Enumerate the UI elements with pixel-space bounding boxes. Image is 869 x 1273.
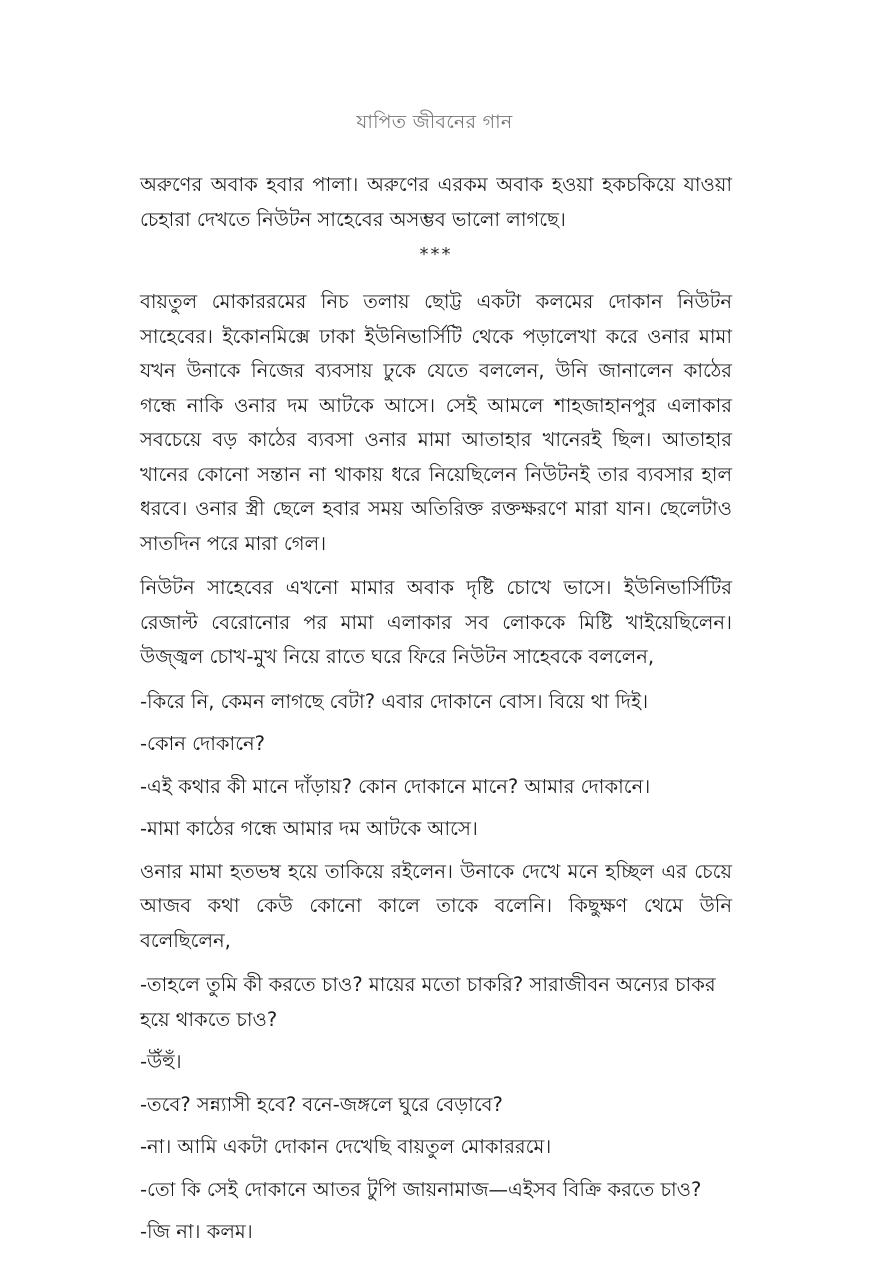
running-header-title: যাপিত জীবনের গান	[356, 111, 513, 133]
section-separator: ***	[419, 244, 453, 265]
body-text	[140, 168, 732, 1258]
dialogue-line-8: -না। আমি একটা দোকান দেখেছি বায়তুল মোকাররমে।	[140, 1135, 552, 1158]
dialogue-line-3: -এই কথার কী মানে দাঁড়ায়? কোন দোকানে মানে? আমার দোকানে।	[140, 774, 651, 798]
dialogue-line-2: -কোন দোকানে?	[140, 732, 266, 755]
paragraph-1: অরুণের অবাক হবার পালা। অরুণের এরকম অবাক হওয়া হকচকিয়ে যাওয়া চেহারা দেখতে নিউটন সাহেবের অসম্ভব ভালো লাগছে।	[140, 173, 732, 231]
dialogue-line-5: -তাহলে তুমি কী করতে চাও? মায়ের মতো চাকরি? সারাজীবন অন্যের চাকর হয়ে থাকতে চাও?	[140, 973, 716, 1031]
dialogue-line-10: -জি না। কলম।	[140, 1220, 253, 1243]
dialogue-line-1: -কিরে নি, কেমন লাগছে বেটা? এবার দোকানে বোস। বিয়ে থা দিই।	[140, 689, 649, 713]
dialogue-line-9: -তো কি সেই দোকানে আতর টুপি জায়নামাজ—এইসব বিক্রি করতে চাও?	[140, 1177, 702, 1201]
dialogue-line-4: -মামা কাঠের গন্ধে আমার দম আটকে আসে।	[140, 817, 478, 840]
paragraph-4: ওনার মামা হতভম্ব হয়ে তাকিয়ে রইলেন। উনাকে দেখে মনে হচ্ছিল এর চেয়ে আজব কথা কেউ কোনো কালে তাকে বলেনি। কিছুক্ষণ থেমে উনি বলেছিলেন,	[140, 859, 732, 952]
dialogue-line-7: -তবে? সন্ন্যাসী হবে? বনে-জঙ্গলে ঘুরে বেড়াবে?	[140, 1092, 503, 1116]
paragraph-2: বায়তুল মোকাররমের নিচ তলায় ছোট্ট একটা কলমের দোকান নিউটন সাহেবের। ইকোনমিক্সে ঢাকা ইউনিভার্সিটি থেকে পড়ালেখা করে ওনার মামা যখন উনাকে নিজের ব্যবসায় ঢুকে যেতে বললেন, উনি জানালেন কাঠের গন্ধে নাকি ওনার দম আটকে আসে। সেই আমলে শাহজাহানপুর এলাকার সবচেয়ে বড় কাঠের ব্যবসা ওনার মামা আতাহার খানেরই ছিল। আতাহার খানের কোনো সন্তান না থাকায় ধরে নিয়েছিলেন নিউটনই তার ব্যবসার হাল ধরবে। ওনার স্ত্রী ছেলে হবার সময় অতিরিক্ত রক্তক্ষরণে মারা যান। ছেলেটাও সাতদিন পরে মারা গেল।	[140, 290, 732, 555]
paragraph-3: নিউটন সাহেবের এখনো মামার অবাক দৃষ্টি চোখে ভাসে। ইউনিভার্সিটির রেজাল্ট বেরোনোর পর মামা এলাকার সব লোককে মিষ্টি খাইয়েছিলেন। উজ্জ্বল চোখ-মুখ নিয়ে রাতে ঘরে ফিরে নিউটন সাহেবকে বললেন,	[140, 576, 732, 668]
dialogue-line-6: -উঁহুঁ।	[140, 1050, 182, 1073]
